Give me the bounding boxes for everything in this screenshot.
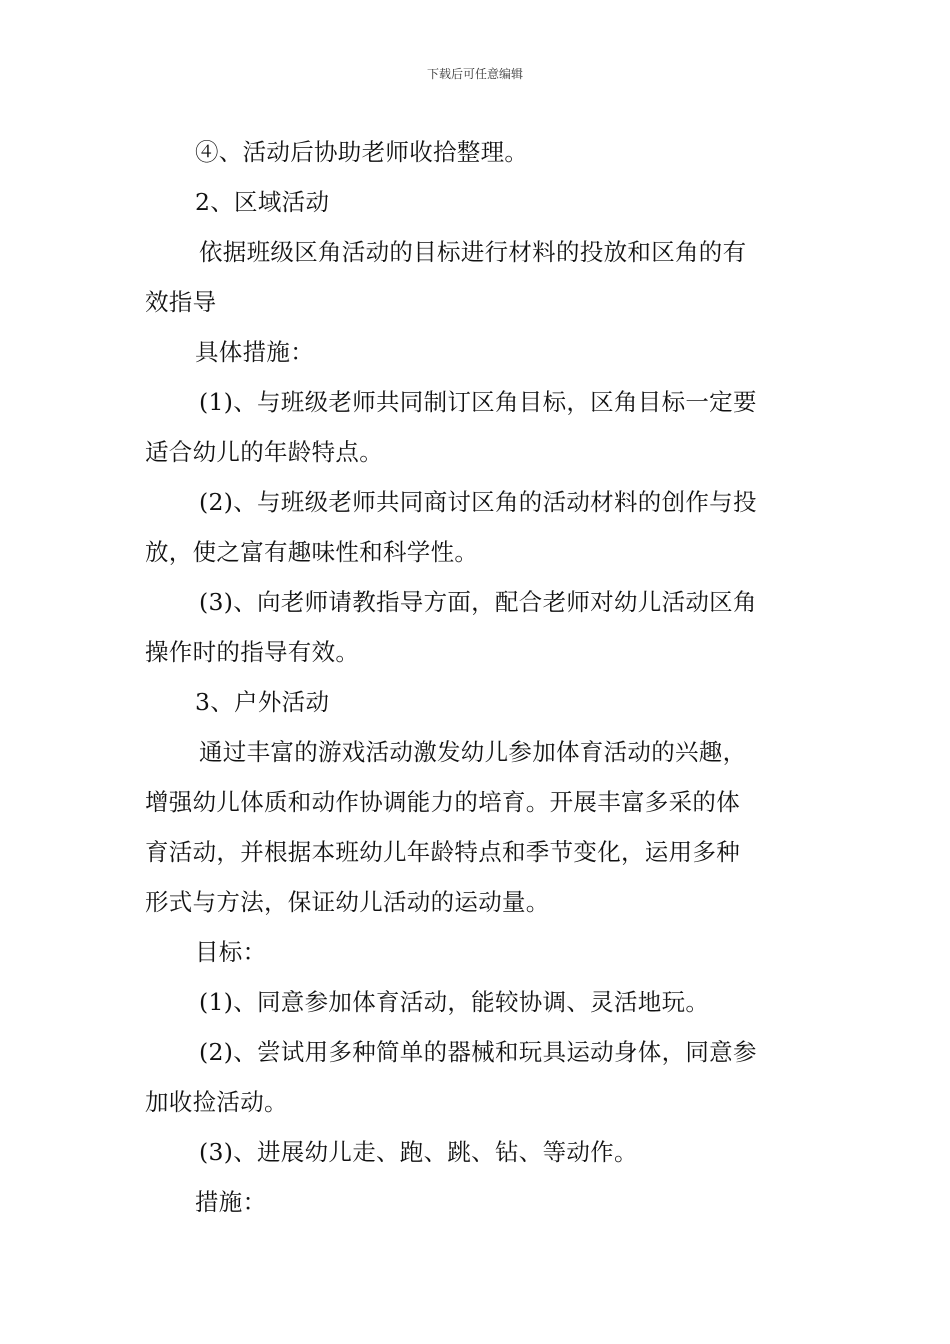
document-body <box>145 127 810 1227</box>
text-line: 依据班级区角活动的目标进行材料的投放和区角的有 <box>199 238 747 266</box>
text-line: 适合幼儿的年龄特点。 <box>145 438 383 466</box>
text-line: 加收捡活动。 <box>145 1088 288 1116</box>
section-heading: 2、区域活动 <box>195 188 330 216</box>
text-line: 育活动，并根据本班幼儿年龄特点和季节变化，运用多种 <box>145 838 740 866</box>
text-line: 效指导 <box>145 288 217 316</box>
text-line: (1)、同意参加体育活动，能较协调、灵活地玩。 <box>199 988 710 1016</box>
section-heading: 3、户外活动 <box>195 688 330 716</box>
text-line: 具体措施： <box>195 338 314 366</box>
text-line: 放，使之富有趣味性和科学性。 <box>145 538 479 566</box>
text-line: 目标： <box>195 938 267 966</box>
text-line: 通过丰富的游戏活动激发幼儿参加体育活动的兴趣， <box>199 738 747 766</box>
text-line: (1)、与班级老师共同制订区角目标，区角目标一定要 <box>199 388 757 416</box>
text-line: (3)、向老师请教指导方面，配合老师对幼儿活动区角 <box>199 588 757 616</box>
text-line: 形式与方法，保证幼儿活动的运动量。 <box>145 888 550 916</box>
text-line: (3)、进展幼儿走、跑、跳、钻、等动作。 <box>199 1138 638 1166</box>
text-line: 措施： <box>195 1188 267 1216</box>
page-header-note: 下载后可任意编辑 <box>426 67 523 81</box>
text-line: 增强幼儿体质和动作协调能力的培育。开展丰富多采的体 <box>145 788 740 816</box>
text-line: (2)、与班级老师共同商讨区角的活动材料的创作与投 <box>199 488 757 516</box>
text-line: (2)、尝试用多种简单的器械和玩具运动身体，同意参 <box>199 1038 757 1066</box>
text-line: ④、活动后协助老师收拾整理。 <box>195 138 529 166</box>
text-line: 操作时的指导有效。 <box>145 638 360 666</box>
